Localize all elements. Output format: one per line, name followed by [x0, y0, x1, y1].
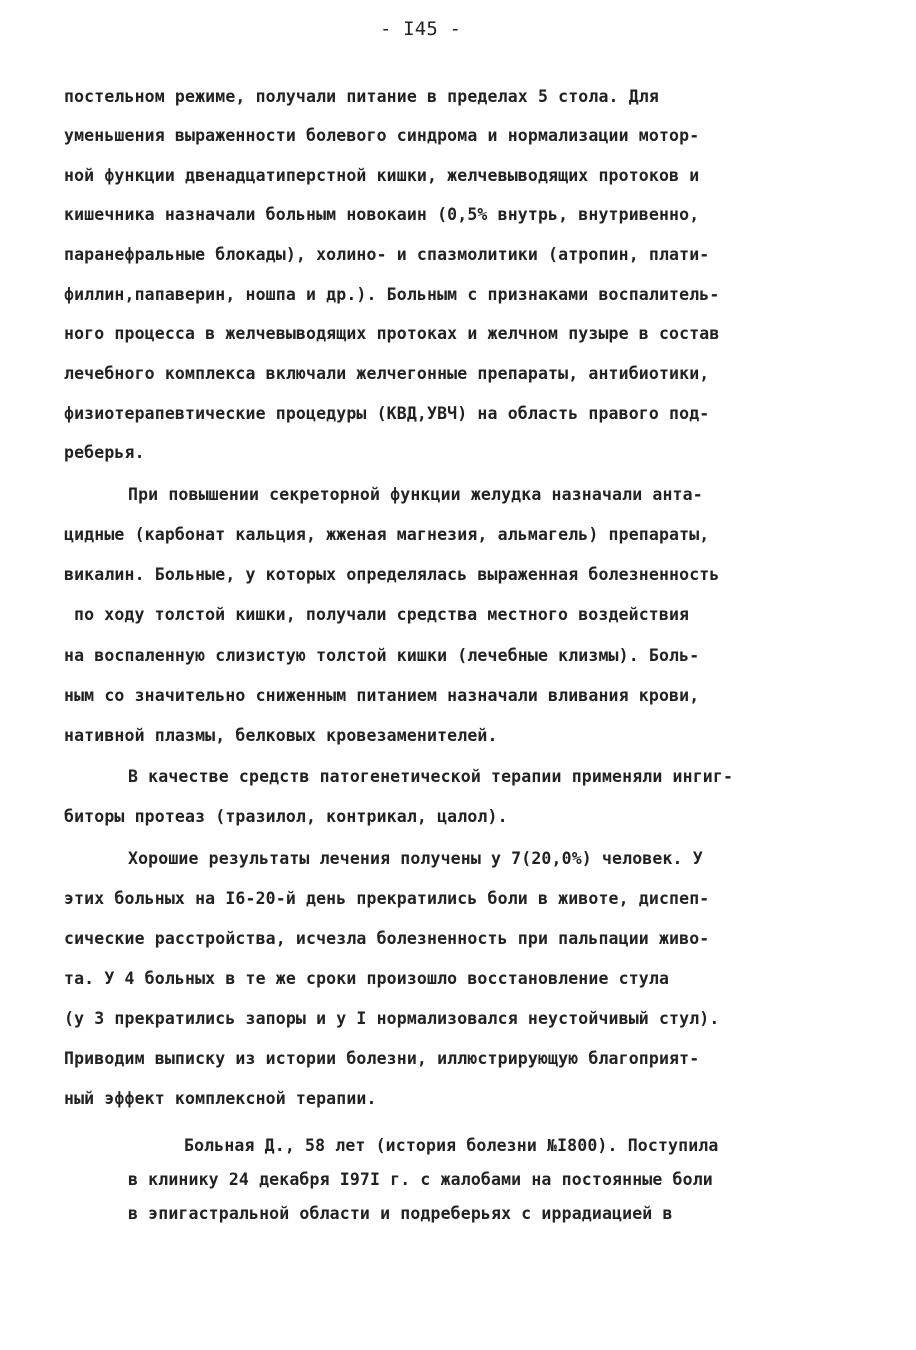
- text-line: по ходу толстой кишки, получали средства местного воздействия: [74, 605, 690, 624]
- text-line: в эпигастральной области и подреберьях с иррадиацией в: [128, 1204, 673, 1223]
- text-line: на воспаленную слизистую толстой кишки (лечебные клизмы). Боль-: [64, 646, 700, 665]
- text-line: ного процесса в желчевыводящих протоках и желчном пузыре в состав: [64, 324, 720, 343]
- text-line: Хорошие результаты лечения получены у 7(20,0%) человек. У: [128, 849, 703, 868]
- text-line: викалин. Больные, у которых определялась выраженная болезненность: [64, 565, 720, 584]
- text-line: При повышении секреторной функции желудка назначали анта-: [128, 485, 703, 504]
- text-line: физиотерапевтические процедуры (КВД,УВЧ) на область правого под-: [64, 404, 710, 423]
- text-line: биторы протеаз (тразилол, контрикал, цалол).: [64, 807, 508, 826]
- text-line: этих больных на I6-20-й день прекратились боли в животе, диспеп-: [64, 889, 710, 908]
- text-line: цидные (карбонат кальция, жженая магнезия, альмагель) препараты,: [64, 525, 710, 544]
- text-line: сические расстройства, исчезла болезненность при пальпации живо-: [64, 929, 710, 948]
- text-line: та. У 4 больных в те же сроки произошло восстановление стула: [64, 969, 670, 988]
- text-line: уменьшения выраженности болевого синдрома и нормализации мотор-: [64, 126, 700, 145]
- text-line: ный эффект комплексной терапии.: [64, 1089, 377, 1108]
- text-line: кишечника назначали больным новокаин (0,5% внутрь, внутривенно,: [64, 205, 700, 224]
- text-line: В качестве средств патогенетической терапии применяли ингиг-: [128, 767, 734, 786]
- text-line: нативной плазмы, белковых кровезаменителей.: [64, 726, 498, 745]
- text-line: лечебного комплекса включали желчегонные препараты, антибиотики,: [64, 364, 710, 383]
- text-line: (у 3 прекратились запоры и у I нормализовался неустойчивый стул).: [64, 1009, 720, 1028]
- text-line: Больная Д., 58 лет (история болезни №I800). Поступила: [184, 1136, 719, 1155]
- text-line: паранефральные блокады), холино- и спазмолитики (атропин, плати-: [64, 245, 710, 264]
- text-line: ным со значительно сниженным питанием назначали вливания крови,: [64, 686, 700, 705]
- text-line: в клинику 24 декабря I97I г. с жалобами на постоянные боли: [128, 1170, 713, 1189]
- text-line: реберья.: [64, 443, 145, 462]
- text-line: ной функции двенадцатиперстной кишки, желчевыводящих протоков и: [64, 166, 700, 185]
- page-number: - I45 -: [380, 18, 462, 40]
- text-line: постельном режиме, получали питание в пределах 5 стола. Для: [64, 87, 659, 106]
- text-line: филлин,папаверин, ношпа и др.). Больным с признаками воспалитель-: [64, 285, 720, 304]
- text-line: Приводим выписку из истории болезни, иллюстрирующую благоприят-: [64, 1049, 700, 1068]
